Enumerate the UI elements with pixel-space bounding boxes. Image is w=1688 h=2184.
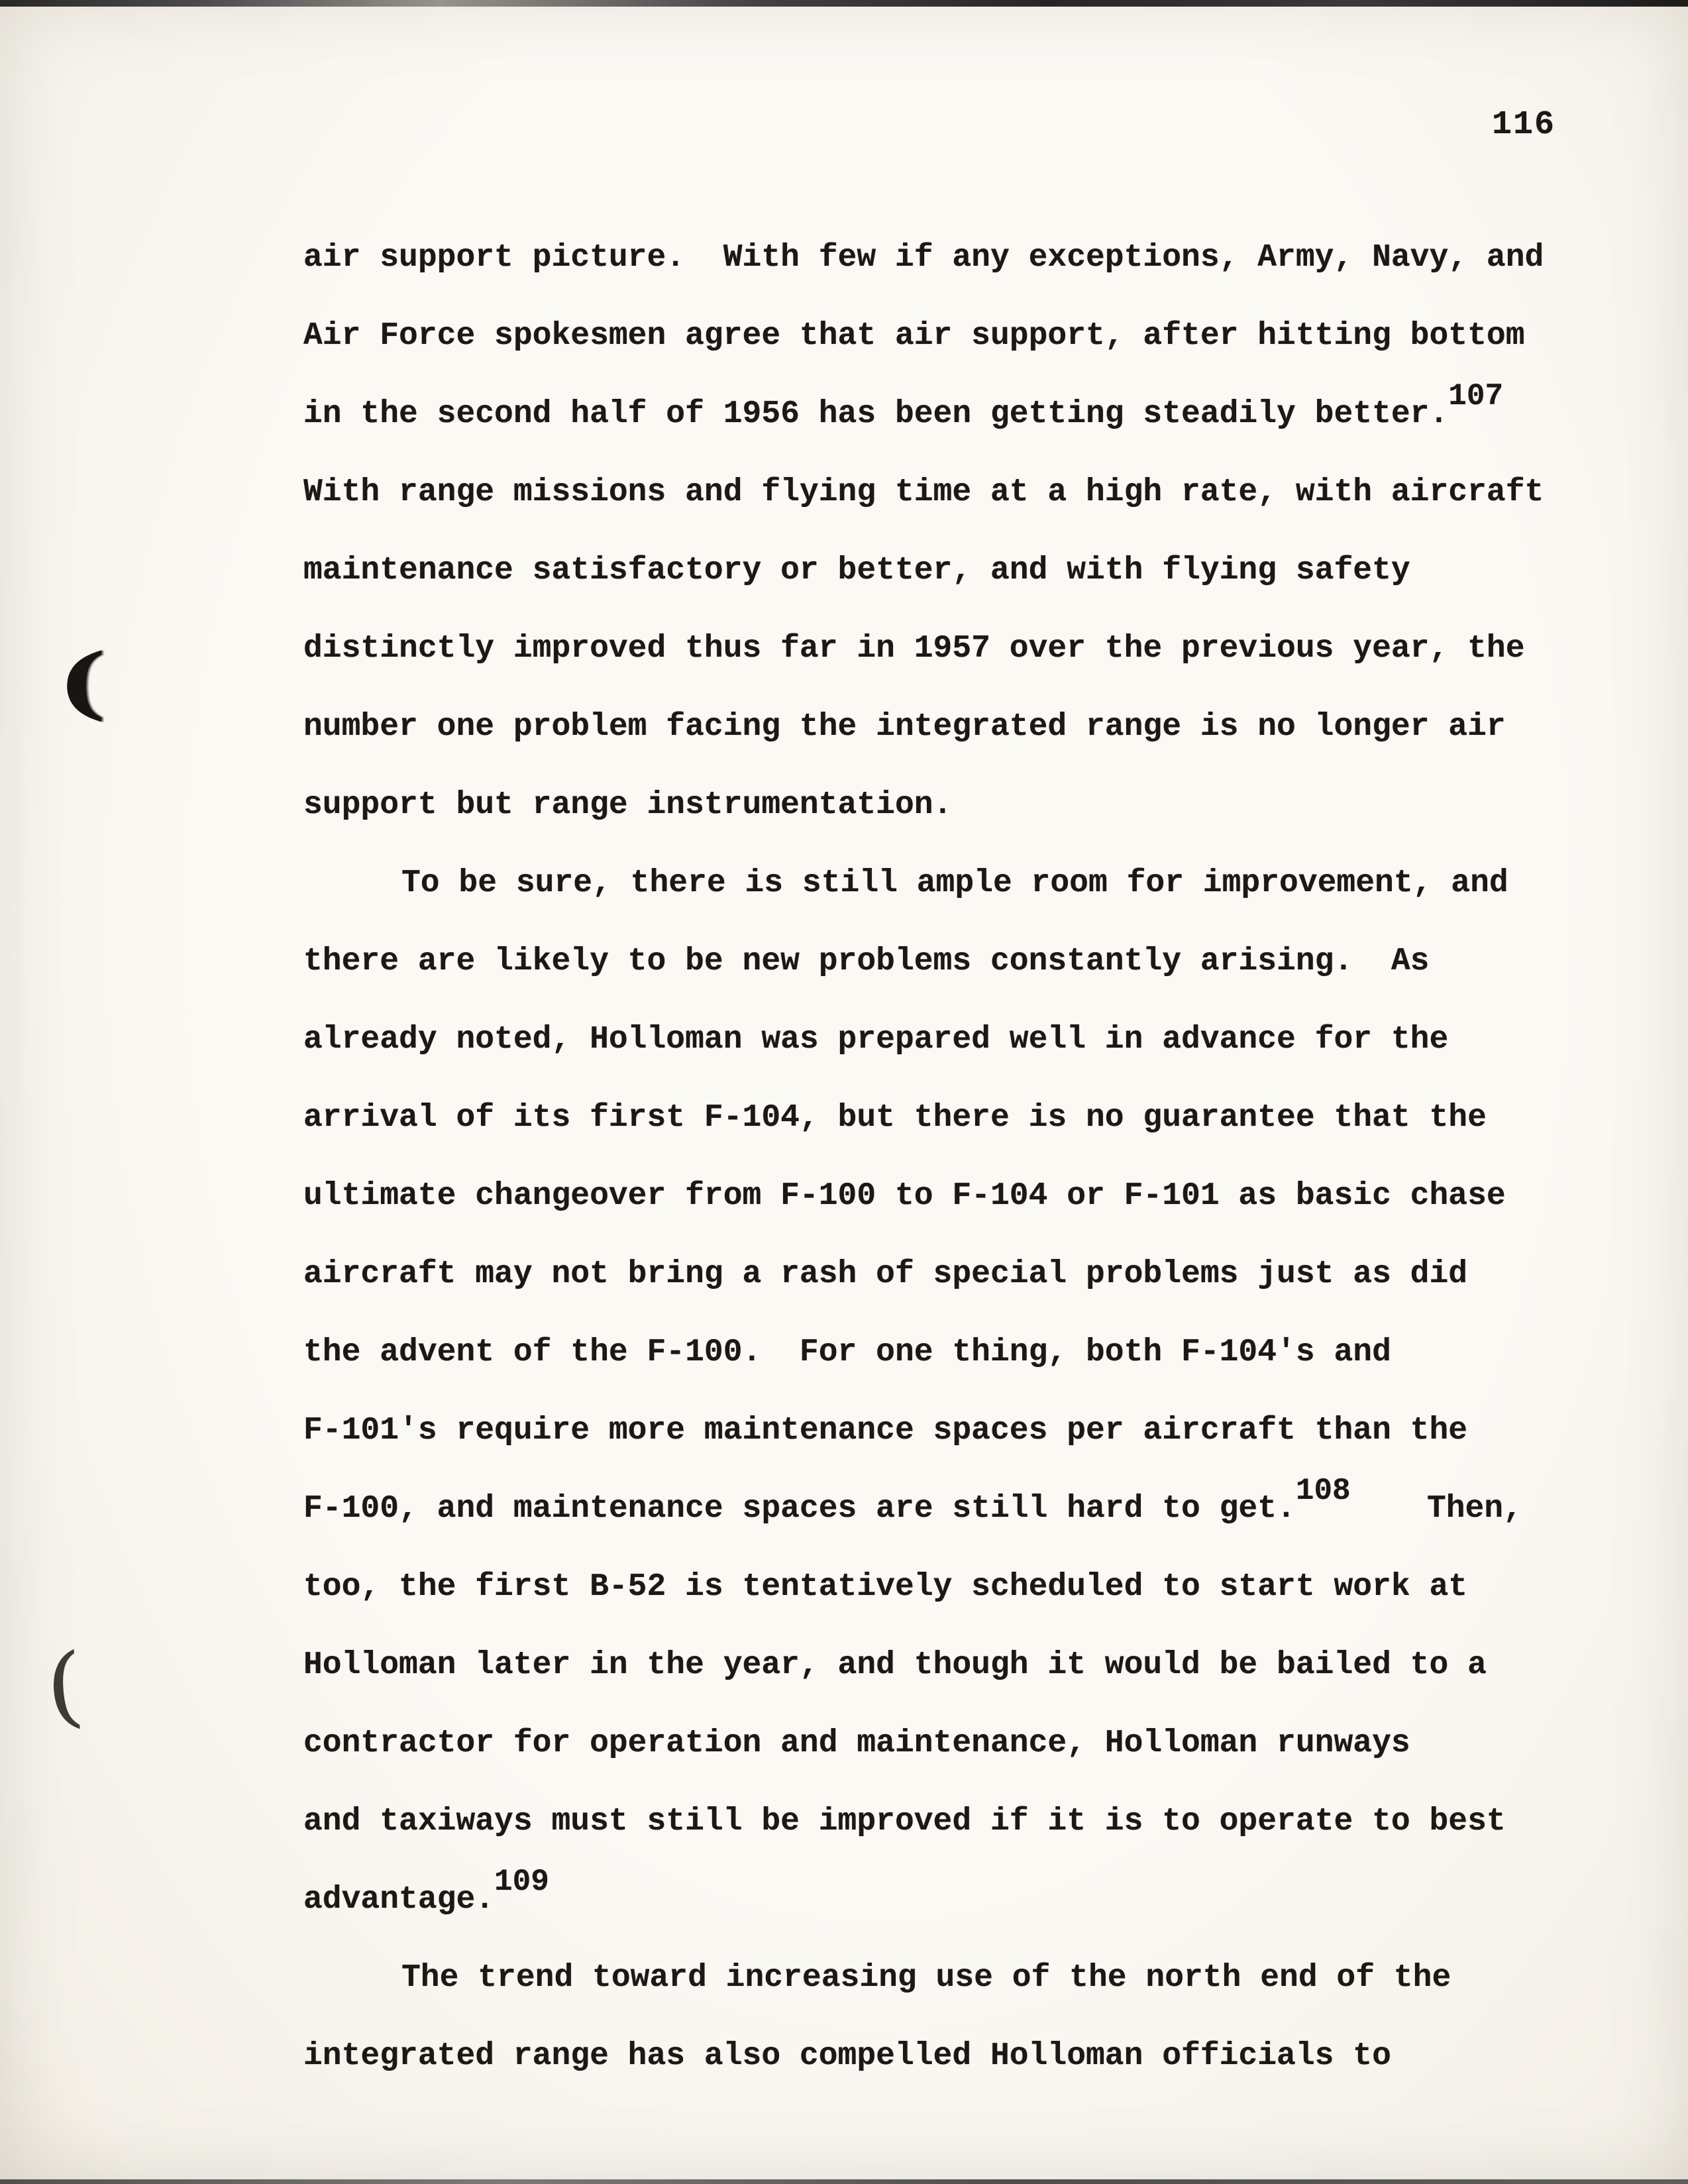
text-line: [303, 297, 1544, 375]
text-line: [303, 1782, 1544, 1861]
text-run: number one problem facing the integrated range is no longer air: [303, 709, 1506, 745]
text-run: aircraft may not bring a rash of special problems just as did: [303, 1256, 1468, 1292]
text-run: arrival of its first F-104, but there is no guarantee that the: [303, 1100, 1487, 1136]
text-line: [303, 1939, 1544, 2017]
scan-edge-top: [0, 0, 1688, 7]
text-run: already noted, Holloman was prepared well in advance for the: [303, 1022, 1449, 1058]
margin-mark-icon: (: [57, 636, 107, 728]
text-run: air support picture. With few if any exceptions, Army, Navy, and: [303, 240, 1544, 276]
text-run: too, the first B-52 is tentatively scheduled to start work at: [303, 1569, 1468, 1605]
text-run: The trend toward increasing use of the north end of the: [401, 1960, 1451, 1996]
text-line: [303, 1079, 1544, 1157]
text-line: [303, 2017, 1544, 2095]
text-line: [303, 688, 1544, 766]
text-run: integrated range has also compelled Holloman officials to: [303, 2038, 1391, 2074]
text-line: [303, 610, 1544, 688]
text-line: [303, 922, 1544, 1001]
text-line: [303, 766, 1544, 844]
margin-mark-icon: (: [42, 1634, 87, 1739]
text-run: in the second half of 1956 has been getting steadily better.: [303, 396, 1449, 432]
text-run: advantage.: [303, 1882, 495, 1918]
text-line: [303, 1235, 1544, 1313]
text-run: F-100, and maintenance spaces are still hard to get.: [303, 1491, 1296, 1527]
text-line: [303, 844, 1544, 922]
text-line: [303, 1470, 1544, 1548]
text-run: F-101's require more maintenance spaces per aircraft than the: [303, 1413, 1468, 1448]
text-line: [303, 1392, 1544, 1470]
footnote-ref: 109: [494, 1865, 549, 1900]
text-run: With range missions and flying time at a high rate, with aircraft: [303, 474, 1544, 510]
text-run: Holloman later in the year, and though it would be bailed to a: [303, 1647, 1487, 1683]
text-line: [303, 375, 1544, 453]
text-line: [303, 531, 1544, 610]
footnote-ref: 108: [1295, 1474, 1351, 1509]
text-run: To be sure, there is still ample room for improvement, and: [401, 865, 1508, 901]
text-line: [303, 219, 1544, 297]
body-text: [303, 219, 1544, 2095]
text-line: [303, 453, 1544, 531]
text-run: ultimate changeover from F-100 to F-104 or F-101 as basic chase: [303, 1178, 1506, 1214]
text-line: [303, 1548, 1544, 1626]
text-run: Then,: [1350, 1491, 1522, 1527]
text-line: [303, 1157, 1544, 1235]
text-line: [303, 1001, 1544, 1079]
text-run: contractor for operation and maintenance, Holloman runways: [303, 1725, 1410, 1761]
text-line: [303, 1313, 1544, 1392]
text-run: maintenance satisfactory or better, and with flying safety: [303, 553, 1410, 588]
footnote-ref: 107: [1448, 379, 1504, 414]
text-run: and taxiways must still be improved if it is to operate to best: [303, 1804, 1506, 1839]
text-line: [303, 1704, 1544, 1782]
text-line: [303, 1626, 1544, 1704]
text-run: there are likely to be new problems constantly arising. As: [303, 944, 1430, 979]
page-number: 116: [1492, 106, 1556, 144]
text-run: Air Force spokesmen agree that air support, after hitting bottom: [303, 318, 1525, 354]
text-run: the advent of the F-100. For one thing, both F-104's and: [303, 1335, 1391, 1370]
text-line: [303, 1861, 1544, 1939]
text-run: support but range instrumentation.: [303, 787, 953, 823]
text-run: distinctly improved thus far in 1957 over the previous year, the: [303, 631, 1525, 667]
scan-edge-bottom: [0, 2179, 1688, 2184]
